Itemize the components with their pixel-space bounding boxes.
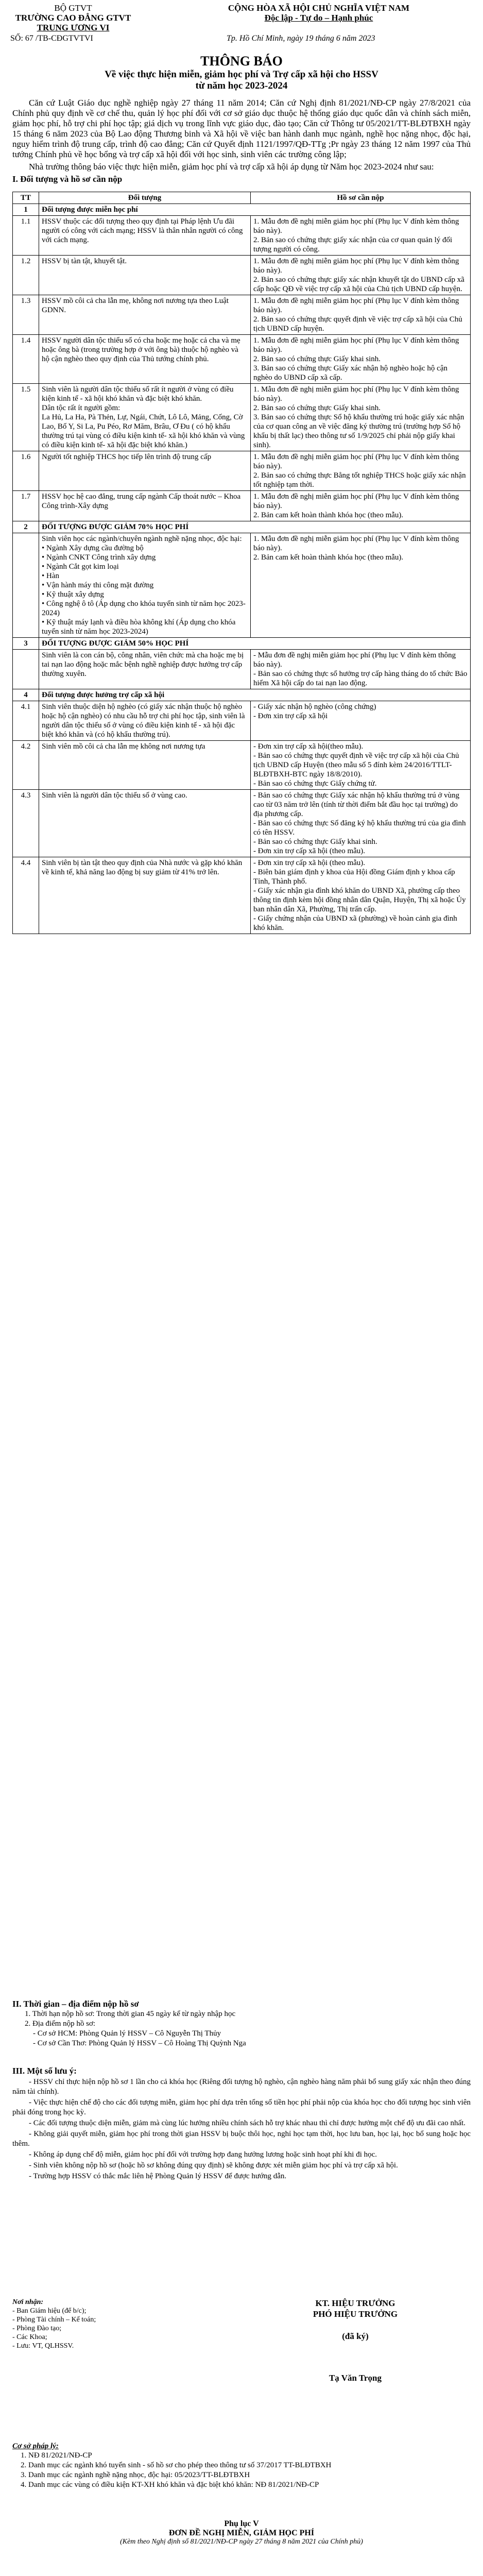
- intro-paragraph-2: Nhà trường thông báo việc thực hiện miễn, giảm học phí và trợ cấp xã hội áp dụng từ Năm học 2023-2024 như sau:: [29, 162, 434, 172]
- row-documents: 1. Mẫu đơn đề nghị miễn giảm học phí (Phụ lục V đính kèm thông báo này). 2. Bản sao có chứng thực Bằng tốt nghiệp THCS hoặc giấy xác nhận tốt nghiệp tạm thời.: [251, 451, 471, 491]
- group-title: Đối tượng được hưởng trợ cấp xã hội: [39, 689, 471, 701]
- table-row: [13, 491, 471, 521]
- recipients-title: Nơi nhận:: [12, 2298, 44, 2306]
- row-documents: 1. Mẫu đơn đề nghị miễn giảm học phí (Phụ lục V đính kèm thông báo này). 2. Bản sao có chứng thực Giấy khai sinh. 3. Bản sao có chứng thực Sổ hộ khẩu thường trú hoặc giấy xác nhận của cơ quan công an về việc đăng ký thường trú (trường hợp Sổ hộ khẩu bị thất lạc) theo thông tư số 1/9/2025 chỉ phải nộp giấy khai sinh).: [251, 384, 471, 451]
- recipient-item: - Các Khoa;: [12, 2333, 47, 2341]
- notice-subtitle-2: từ năm học 2023-2024: [195, 80, 288, 91]
- row-number: 4.1: [13, 701, 39, 741]
- legal-basis-item: 3. Danh mục các ngành nghề nặng nhọc, độc hại: 05/2023/TT-BLĐTBXH: [21, 2471, 250, 2479]
- table-group-row: [13, 204, 471, 216]
- row-number: 1.1: [13, 216, 39, 256]
- legal-basis-item: 1. NĐ 81/2021/NĐ-CP: [21, 2451, 92, 2460]
- issuer-school-line2: TRUNG ƯƠNG VI: [37, 23, 110, 32]
- issuer-block: [6, 3, 140, 32]
- legal-basis-item: 2. Danh mục các ngành khó tuyển sinh - số hồ sơ cho phép theo thông tư số 37/2017 TT-BLĐTBXH: [21, 2461, 332, 2469]
- table-row: [13, 650, 471, 689]
- section-3-item-5: - Không áp dụng chế độ miễn, giảm học phí đối với trường hợp đang hưởng lương hoặc sinh hoạt phí khi đi học.: [29, 2150, 377, 2159]
- row-documents: - Bản sao có chứng thực Giấy xác nhận hộ khẩu thường trú ở vùng cao từ 03 năm trở lên (tính từ thời điểm bắt đầu học tại trường) do địa phương cấp. - Bản sao có chứng thực Sổ đăng ký hộ khẩu thường trú của gia đình có tên HSSV. - Bản sao có chứng thực Giấy khai sinh. - Đơn xin trợ cấp xã hội (theo mẫu).: [251, 790, 471, 857]
- nation-title: CỘNG HÒA XÃ HỘI CHỦ NGHĨA VIỆT NAM: [228, 3, 410, 13]
- row-number: 1.2: [13, 256, 39, 295]
- table-group-row: [13, 521, 471, 533]
- group-number: 1: [13, 204, 39, 216]
- section-3-item-7: - Trường hợp HSSV có thắc mắc liên hệ Phòng Quản lý HSSV để được hướng dẫn.: [29, 2172, 287, 2180]
- notice-title: THÔNG BÁO: [200, 54, 283, 69]
- col-header-no: TT: [13, 192, 39, 204]
- row-documents: 1. Mẫu đơn đề nghị miễn giảm học phí (Phụ lục V đính kèm thông báo này). 2. Bản cam kết hoàn thành khóa học (theo mẫu).: [251, 491, 471, 521]
- recipient-item: - Phòng Đào tạo;: [12, 2325, 62, 2332]
- row-documents: - Đơn xin trợ cấp xã hội(theo mẫu). - Bản sao có chứng thực quyết định về việc trợ cấp xã hội của Chủ tịch UBND cấp Huyện (theo mẫu số 5 đính kèm 24/2016/TTLT-BLĐTBXH-BTC ngày 18/8/2010). - Bản sao có chứng thực Giấy chứng tử.: [251, 741, 471, 790]
- table-row: [13, 857, 471, 934]
- eligibility-table: [12, 192, 471, 934]
- row-documents: 1. Mẫu đơn đề nghị miễn giảm học phí (Phụ lục V đính kèm thông báo này). 2. Bản sao có chứng thực giấy xác nhận khuyết tật do UBND cấp xã cấp hoặc QĐ về việc trợ cấp xã hội của Chủ tịch UBND cấp huyện.: [251, 256, 471, 295]
- row-subject: Sinh viên là người dân tộc thiểu số ở vùng cao.: [39, 790, 251, 857]
- row-subject: HSSV mồ côi cả cha lẫn mẹ, không nơi nương tựa theo Luật GDNN.: [39, 295, 251, 335]
- row-subject: HSSV thuộc các đối tượng theo quy định tại Pháp lệnh Ưu đãi người có công với cách mạng; HSSV là thân nhân người có công với cách mạng.: [39, 216, 251, 256]
- signature-block: [247, 2298, 463, 2383]
- row-documents: 1. Mẫu đơn đề nghị miễn giảm học phí (Phụ lục V đính kèm thông báo này). 2. Bản cam kết hoàn thành khóa học (theo mẫu).: [251, 533, 471, 638]
- table-row: [13, 256, 471, 295]
- closing-block: [0, 2298, 483, 2421]
- row-subject: HSSV học hệ cao đẳng, trung cấp ngành Cấp thoát nước – Khoa Công trình-Xây dựng: [39, 491, 251, 521]
- document-date: Tp. Hồ Chí Minh, ngày 19 tháng 6 năm 2023: [227, 34, 375, 43]
- intro-paragraph-1: Căn cứ Luật Giáo dục nghề nghiệp ngày 27 tháng 11 năm 2014; Căn cứ Nghị định 81/2021/NĐ-CP ngày 27/8/2021 của Chính phủ quy định về cơ chế thu, quản lý học phí đối với cơ sở giáo dục thuộc hệ thống giáo dục quốc dân và chính sách miễn, giảm học phí, hỗ trợ chi phí học tập; giá dịch vụ trong lĩnh vực giáo dục, đào tạo; Căn cứ Thông tư 05/2021/TT-BLĐTBXH ngày 15 tháng 6 năm 2023 của Bộ Lao động Thương binh và Xã hội về việc ban hành danh mục ngành, nghề học nặng nhọc, độc hại, nguy hiểm trình độ trung cấp, trình độ cao đẳng; Căn cứ Quyết định 1121/1997/QĐ-TTg ;Pr ngày 23 tháng 12 năm 1997 của Thủ tướng Chính phủ về học bổng và trợ cấp xã hội đối với học sinh, sinh viên các trường công lập;: [12, 98, 471, 159]
- section-3: [0, 2066, 483, 2182]
- appendix-label: Phụ lục V: [224, 2519, 259, 2528]
- table-row: [13, 335, 471, 384]
- document-number: SỐ: 67 /TB-CĐGTVTVI: [10, 34, 93, 43]
- row-number: 1.3: [13, 295, 39, 335]
- signature-line-2: PHÓ HIỆU TRƯỞNG: [313, 2309, 398, 2319]
- row-documents: 1. Mẫu đơn đề nghị miễn giảm học phí (Phụ lục V đính kèm thông báo này). 2. Bản sao có chứng thực Giấy khai sinh. 3. Bản sao có chứng thực Giấy xác nhận hộ nghèo hoặc hộ cận nghèo do UBND cấp xã cấp.: [251, 335, 471, 384]
- col-header-subject: Đối tượng: [39, 192, 251, 204]
- notice-title-block: [0, 54, 483, 92]
- intro-block: [0, 98, 483, 184]
- issuer-ministry: BỘ GTVT: [54, 3, 92, 13]
- col-header-documents: Hồ sơ cần nộp: [251, 192, 471, 204]
- table-row: [13, 451, 471, 491]
- group-title: ĐỐI TƯỢNG ĐƯỢC GIẢM 50% HỌC PHÍ: [39, 638, 471, 650]
- group-title: ĐỐI TƯỢNG ĐƯỢC GIẢM 70% HỌC PHÍ: [39, 521, 471, 533]
- row-number: 4.3: [13, 790, 39, 857]
- table-row: [13, 295, 471, 335]
- recipient-item: - Lưu: VT, QLHSSV.: [12, 2342, 74, 2350]
- appendix-note: (Kèm theo Nghị định số 81/2021/NĐ-CP ngày 27 tháng 8 năm 2021 của Chính phủ): [120, 2538, 363, 2546]
- table-row: [13, 533, 471, 638]
- row-subject: HSSV bị tàn tật, khuyết tật.: [39, 256, 251, 295]
- legal-basis: [0, 2442, 483, 2490]
- row-documents: 1. Mẫu đơn đề nghị miễn giảm học phí (Phụ lục V đính kèm thông báo này). 2. Bản sao có chứng thực quyết định về việc trợ cấp xã hội của Chủ tịch UBND cấp huyện.: [251, 295, 471, 335]
- row-number: 1.6: [13, 451, 39, 491]
- legal-basis-item: 4. Danh mục các vùng có điều kiện KT-XH khó khăn và đặc biệt khó khăn: NĐ 81/2021/NĐ-CP: [21, 2481, 319, 2489]
- section-2: [0, 1999, 483, 2048]
- section-2-item-4: - Cơ sở Cần Thơ: Phòng Quản lý HSSV – Cô Hoàng Thị Quỳnh Nga: [33, 2039, 246, 2047]
- section-2-title: II. Thời gian – địa điểm nộp hồ sơ: [12, 1999, 139, 2009]
- row-number: 1.4: [13, 335, 39, 384]
- section-3-item-2: - Việc thực hiện chế độ cho các đối tượng miễn, giảm học phí dựa trên tổng số tiền học phí phải nộp của khóa học cho đối tượng học sinh viên phải đóng trong học kỳ.: [12, 2098, 471, 2116]
- row-documents: - Mẫu đơn đề nghị miễn giảm học phí (Phụ lục V đính kèm thông báo này). - Bản sao có chứng thực sổ hưởng trợ cấp hàng tháng do tổ chức Bảo hiểm Xã hội cấp do tai nạn lao động.: [251, 650, 471, 689]
- row-subject: Sinh viên mồ côi cả cha lẫn mẹ không nơi nương tựa: [39, 741, 251, 790]
- legal-basis-title: Cơ sở pháp lý:: [12, 2442, 59, 2450]
- recipient-item: - Ban Giám hiệu (để b/c);: [12, 2307, 87, 2315]
- group-number: 4: [13, 689, 39, 701]
- row-subject: HSSV người dân tộc thiểu số có cha hoặc mẹ hoặc cả cha và mẹ hoặc ông bà (trong trường hợp ở với ông bà) thuộc hộ nghèo và hộ cận nghèo theo quy định của Thủ tướng chính phủ.: [39, 335, 251, 384]
- table-row: [13, 790, 471, 857]
- row-number: 4.4: [13, 857, 39, 934]
- eligibility-table-body: [13, 204, 471, 934]
- table-row: [13, 216, 471, 256]
- row-number: [13, 650, 39, 689]
- table-group-row: [13, 689, 471, 701]
- table-row: [13, 701, 471, 741]
- nation-motto: Độc lập - Tự do – Hạnh phúc: [264, 13, 373, 23]
- section-3-item-4: - Không giải quyết miễn, giảm học phí trong thời gian HSSV bị buộc thôi học, nghỉ học tạm thời, học lưu ban, học lại, học bổ sung hoặc học thêm.: [12, 2130, 471, 2148]
- row-number: [13, 533, 39, 638]
- row-number: 4.2: [13, 741, 39, 790]
- table-row: [13, 741, 471, 790]
- row-number: 1.7: [13, 491, 39, 521]
- group-number: 3: [13, 638, 39, 650]
- group-number: 2: [13, 521, 39, 533]
- section-3-item-1: - HSSV chỉ thực hiện nộp hồ sơ 1 lần cho cả khóa học (Riêng đối tượng hộ nghèo, cận nghèo hàng năm phải bổ sung giấy xác nhận theo đúng năm tài chính).: [12, 2078, 471, 2096]
- recipients: [12, 2298, 198, 2350]
- row-documents: - Đơn xin trợ cấp xã hội (theo mẫu). - Biên bản giám định y khoa của Hội đồng Giám định y khoa cấp Tỉnh, Thành phố. - Giấy xác nhận gia đình khó khăn do UBND Xã, phường cấp theo thông tin định kèm hội đồng nhân dân Quận, Huyện, Thị xã hoặc Ủy ban nhân dân Xã, Phường, Thị trấn cấp. - Giấy chứng nhận của UBND xã (phường) về hoàn cảnh gia đình khó khăn.: [251, 857, 471, 934]
- table-row: [13, 384, 471, 451]
- issuer-school: TRƯỜNG CAO ĐẲNG GTVT: [15, 13, 131, 23]
- row-subject: Sinh viên là người dân tộc thiểu số rất ít người ở vùng có điều kiện kinh tế - xã hội khó khăn và đặc biệt khó khăn. Dân tộc rất ít người gồm: La Hủ, La Ha, Pà Thẻn, Lự, Ngái, Chứt, Lô Lô, Mảng, Cống, Cờ Lao, Bố Y, Si La, Pu Péo, Rơ Măm, Brâu, Ơ Đu ( có hộ khẩu thường trú tại vùng có điều kiện kinh tế- xã hội khó khăn và vùng có điều kiện kinh tế- xã hội đặc biệt khó khăn.): [39, 384, 251, 451]
- row-documents: 1. Mẫu đơn đề nghị miễn giảm học phí (Phụ lục V đính kèm thông báo này). 2. Bản sao có chứng thực giấy xác nhận của cơ quan quản lý đối tượng người có công.: [251, 216, 471, 256]
- section-2-item-3: - Cơ sở HCM: Phòng Quản lý HSSV – Cô Nguyễn Thị Thủy: [33, 2029, 221, 2038]
- section-1-title: I. Đối tượng và hồ sơ cần nộp: [12, 174, 123, 184]
- section-3-item-6: - Sinh viên không nộp hồ sơ (hoặc hồ sơ không đúng quy định) sẽ không được xét miễn giảm học phí và trợ cấp xã hội.: [29, 2161, 398, 2170]
- row-subject: Sinh viên học các ngành/chuyên ngành nghề nặng nhọc, độc hại: • Ngành Xây dựng cầu đường bộ • Ngành CNKT Công trình xây dựng • Ngành Cắt gọt kim loại • Hàn • Vận hành máy thi công mặt đường • Kỹ thuật xây dựng • Công nghệ ô tô (Áp dụng cho khóa tuyển sinh từ năm học 2023-2024) • Kỹ thuật máy lạnh và điều hòa không khí (Áp dụng cho khóa tuyển sinh từ năm học 2023-2024): [39, 533, 251, 638]
- eligibility-table-wrap: [0, 192, 483, 934]
- appendix-header: [0, 2519, 483, 2546]
- group-title: Đối tượng được miễn học phí: [39, 204, 471, 216]
- row-number: 1.5: [13, 384, 39, 451]
- row-subject: Sinh viên là con cán bộ, công nhân, viên chức mà cha hoặc mẹ bị tai nạn lao động hoặc mắc bệnh nghề nghiệp được hưởng trợ cấp thường xuyên.: [39, 650, 251, 689]
- section-2-item-2: 2. Địa điểm nộp hồ sơ:: [25, 2020, 96, 2028]
- section-3-title: III. Một số lưu ý:: [12, 2066, 77, 2076]
- row-subject: Sinh viên thuộc diện hộ nghèo (có giấy xác nhận thuộc hộ nghèo hoặc hộ cận nghèo) có nhu cầu hỗ trợ chi phí học tập, sinh viên là người dân tộc thiểu số ở vùng có điều kiện kinh tế - xã hội đặc biệt khó khăn và (có hộ khẩu thường trú).: [39, 701, 251, 741]
- recipient-item: - Phòng Tài chính – Kế toán;: [12, 2316, 96, 2324]
- nation-block: [161, 3, 477, 23]
- notice-subtitle-1: Về việc thực hiện miễn, giảm học phí và Trợ cấp xã hội cho HSSV: [105, 69, 378, 80]
- row-subject: Sinh viên bị tàn tật theo quy định của Nhà nước và gặp khó khăn về kinh tế, khả năng lao động bị suy giảm từ 41% trở lên.: [39, 857, 251, 934]
- table-group-row: [13, 638, 471, 650]
- signature-signed: (đã ký): [342, 2331, 369, 2341]
- row-documents: - Giấy xác nhận hộ nghèo (công chứng) - Đơn xin trợ cấp xã hội: [251, 701, 471, 741]
- signature-line-1: KT. HIỆU TRƯỞNG: [315, 2298, 395, 2308]
- row-subject: Người tốt nghiệp THCS học tiếp lên trình độ trung cấp: [39, 451, 251, 491]
- appendix-title: ĐƠN ĐỀ NGHỊ MIỄN, GIẢM HỌC PHÍ: [168, 2529, 315, 2537]
- section-3-item-3: - Các đối tượng thuộc diện miễn, giảm mà cùng lúc hưởng nhiều chính sách hỗ trợ khác nhau thì chỉ được hưởng một chế độ ưu đãi cao nhất.: [29, 2119, 466, 2127]
- signature-name: Tạ Văn Trọng: [329, 2373, 382, 2383]
- section-2-item-1: 1. Thời hạn nộp hồ sơ: Trong thời gian 45 ngày kể từ ngày nhập học: [25, 2010, 236, 2018]
